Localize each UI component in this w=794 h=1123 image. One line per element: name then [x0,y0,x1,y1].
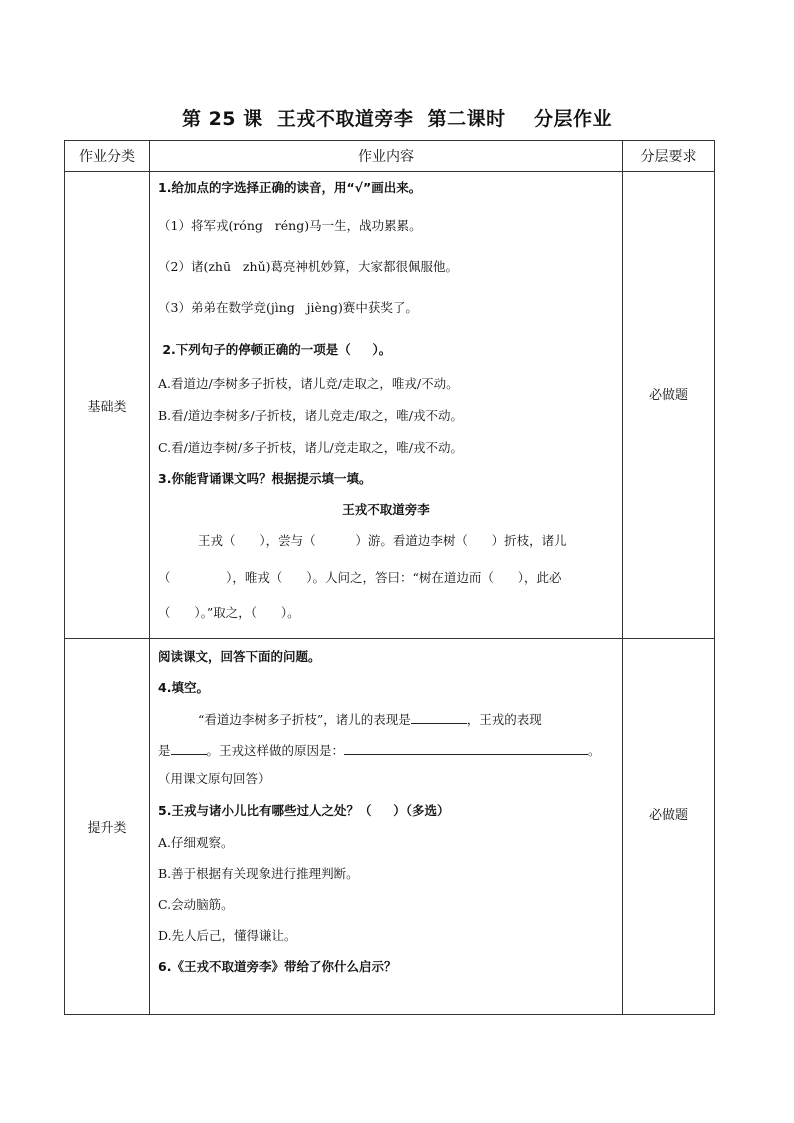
header-requirement: 分层要求 [623,141,715,172]
poem-line-2: （ ），唯戎（ ）。人问之，答曰：“树在道边而（ ），此必 [158,570,562,585]
header-category: 作业分类 [65,141,150,172]
poem-title: 王戎不取道旁李 [342,502,430,517]
q4-prompt: 4.填空。 [158,680,209,695]
q4-line-1 [198,711,542,728]
q1-item-2: （2）诸(zhū zhǔ)葛亮神机妙算，大家都很佩服他。 [158,259,459,274]
q5-option-d: D.先人后己，懂得谦让。 [158,928,297,943]
q5-option-a: A.仔细观察。 [158,835,234,850]
q4-blank-2[interactable] [171,742,207,755]
reading-intro: 阅读课文，回答下面的问题。 [158,649,321,664]
q4-blank-3[interactable] [344,742,588,755]
q4-line1-text-b: ，王戎的表现 [466,712,542,727]
basic-category: 基础类 [65,172,150,639]
q1-prompt: 1.给加点的字选择正确的读音，用“√”画出来。 [158,180,422,195]
poem-line-1: 王戎（ ），尝与（ ）游。看道边李树（ ）折枝，诸儿 [198,533,567,548]
q4-note: （用课文原句回答） [158,771,271,786]
page-title: 第 25 课 王戎不取道旁李 第二课时 分层作业 [181,108,613,130]
q4-line2-text-a: 是 [158,743,171,758]
basic-row [65,172,715,639]
q5-option-c: C.会动脑筋。 [158,897,234,912]
advanced-category: 提升类 [65,639,150,1015]
advanced-requirement-label: 必做题 [648,808,688,823]
advanced-row [65,639,715,1015]
q2-option-c: C.看/道边李树/多子折枝，诸儿/竞走取之，唯/戎不动。 [158,440,463,455]
poem-line-3: （ ）。”取之，（ ）。 [158,605,300,620]
homework-table [64,140,715,1015]
q4-line1-text-a: “看道边李树多子折枝”，诸儿的表现是 [198,712,411,727]
q5-option-b: B.善于根据有关现象进行推理判断。 [158,866,359,881]
q6-prompt: 6.《王戎不取道旁李》带给了你什么启示？ [158,959,397,974]
q2-option-b: B.看/道边李树多/子折枝，诸儿竞走/取之，唯/戎不动。 [158,408,464,423]
q4-line-2 [158,742,601,759]
q4-line2-end: 。 [588,743,601,758]
basic-requirement-label: 必做题 [648,388,688,403]
basic-requirement [623,172,715,639]
q5-prompt: 5.王戎与诸小儿比有哪些过人之处？（ ）（多选） [158,803,450,818]
header-content: 作业内容 [150,141,623,172]
q2-option-a: A.看道边/李树多子折枝，诸儿竞/走取之，唯戎/不动。 [158,376,459,391]
q3-prompt: 3.你能背诵课文吗？根据提示填一填。 [158,471,372,486]
table-header-row [65,141,715,172]
q4-line2-text-b: 。王戎这样做的原因是： [206,743,345,758]
advanced-requirement [623,639,715,1015]
advanced-content [150,639,623,1015]
basic-content [150,172,623,639]
q1-item-3: （3）弟弟在数学竞(jìng jièng)赛中获奖了。 [158,300,418,315]
q2-prompt: 2.下列句子的停顿正确的一项是（ ）。 [158,342,392,357]
q1-item-1: （1）将军戎(róng réng)马一生，战功累累。 [158,218,422,233]
q4-blank-1[interactable] [411,711,467,724]
